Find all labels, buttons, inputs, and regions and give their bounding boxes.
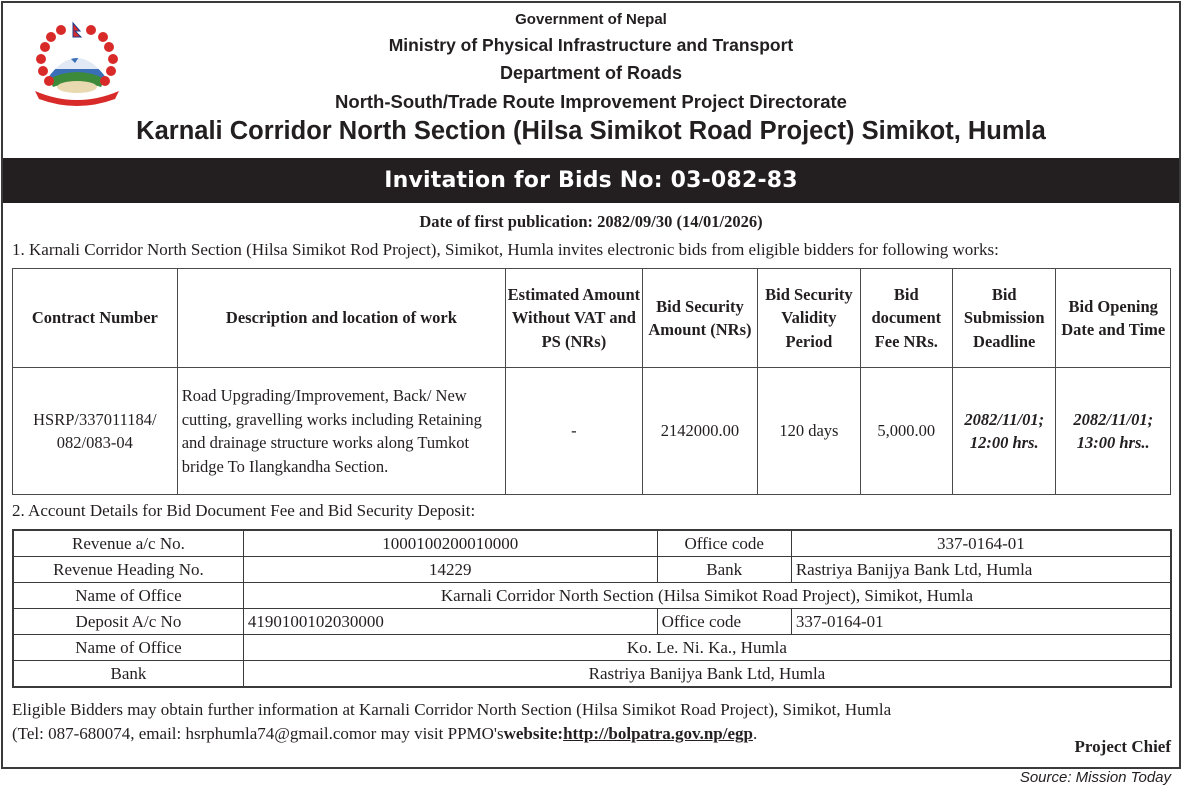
office-name2-label: Name of Office: [13, 635, 243, 661]
account-row: [13, 661, 1171, 688]
contact-suffix: .: [752, 724, 758, 743]
contact-text: (Tel: 087-680074, email: hsrphumla74@gmail.comor may visit PPMO's: [12, 724, 504, 743]
account-details-table: [12, 529, 1172, 688]
header-department: Department of Roads: [499, 63, 683, 83]
website-label: website:: [503, 724, 564, 743]
notice-frame: [1, 1, 1181, 769]
bank2-value: Rastriya Banijya Bank Ltd, Humla: [243, 661, 1171, 688]
publication-date: Date of first publication: 2082/09/30 (14/01/2026): [419, 212, 763, 231]
header-government: Government of Nepal: [515, 11, 667, 28]
ifb-title-banner: Invitation for Bids No: 03-082-83: [3, 158, 1179, 203]
bid-security-validity: 120 days: [758, 368, 860, 495]
col-description: Description and location of work: [177, 269, 505, 368]
col-bid-document-fee: Bid document Fee NRs.: [860, 269, 952, 368]
submission-deadline: 2082/11/01; 12:00 hrs.: [953, 368, 1056, 495]
account-row: [13, 583, 1171, 609]
deposit-ac-value: 4190100102030000: [243, 609, 657, 635]
section2-intro: 2. Account Details for Bid Document Fee and Bid Security Deposit:: [12, 501, 476, 520]
account-row: [13, 557, 1171, 583]
col-submission-deadline: Bid Submission Deadline: [953, 269, 1056, 368]
deposit-ac-label: Deposit A/c No: [13, 609, 243, 635]
table-row: [13, 368, 1171, 495]
bank-value: Rastriya Banijya Bank Ltd, Humla: [791, 557, 1171, 583]
bank2-label: Bank: [13, 661, 243, 688]
opening-date-time: 2082/11/01; 13:00 hrs..: [1056, 368, 1171, 495]
col-contract-number: Contract Number: [13, 269, 178, 368]
revenue-ac-label: Revenue a/c No.: [13, 530, 243, 557]
bank-label: Bank: [657, 557, 791, 583]
bid-works-table: [12, 268, 1171, 495]
contract-number: HSRP/337011184/ 082/083-04: [13, 368, 178, 495]
bid-security-amount: 2142000.00: [642, 368, 757, 495]
ppmo-website-link[interactable]: http://bolpatra.gov.np/egp: [563, 724, 753, 743]
header-ministry: Ministry of Physical Infrastructure and Transport: [388, 35, 794, 55]
source-credit: Source: Mission Today: [1019, 769, 1171, 786]
estimated-amount: -: [506, 368, 643, 495]
office-name-value: Karnali Corridor North Section (Hilsa Simikot Road Project), Simikot, Humla: [243, 583, 1171, 609]
further-info-text: Eligible Bidders may obtain further information at Karnali Corridor North Section (Hilsa Simikot Road Project), Simikot, Humla: [12, 700, 892, 719]
header-project-office: Karnali Corridor North Section (Hilsa Simikot Road Project) Simikot, Humla: [136, 117, 1046, 145]
col-bid-security-validity: Bid Security Validity Period: [758, 269, 860, 368]
account-row: [13, 635, 1171, 661]
office-code2-label: Office code: [657, 609, 791, 635]
revenue-heading-label: Revenue Heading No.: [13, 557, 243, 583]
office-code2-value: 337-0164-01: [791, 609, 1171, 635]
signatory: Project Chief: [1074, 737, 1171, 756]
section1-intro: 1. Karnali Corridor North Section (Hilsa Simikot Rod Project), Simikot, Humla invites electronic bids from eligible bidders for following works:: [12, 240, 999, 259]
office-code-value: 337-0164-01: [791, 530, 1171, 557]
revenue-heading-value: 14229: [243, 557, 657, 583]
col-bid-security-amount: Bid Security Amount (NRs): [642, 269, 757, 368]
bid-document-fee: 5,000.00: [860, 368, 952, 495]
header-directorate: North-South/Trade Route Improvement Project Directorate: [335, 91, 847, 112]
office-name2-value: Ko. Le. Ni. Ka., Humla: [243, 635, 1171, 661]
account-row: [13, 609, 1171, 635]
col-estimated-amount: Estimated Amount Without VAT and PS (NRs): [506, 269, 643, 368]
col-opening-date: Bid Opening Date and Time: [1056, 269, 1171, 368]
work-description: Road Upgrading/Improvement, Back/ New cutting, gravelling works including Retaining and drainage structure works along Tumkot bridge To Ilangkandha Section.: [177, 368, 505, 495]
table-header-row: [13, 269, 1171, 368]
contact-line: [12, 724, 757, 744]
office-code-label: Office code: [657, 530, 791, 557]
office-name-label: Name of Office: [13, 583, 243, 609]
revenue-ac-value: 1000100200010000: [243, 530, 657, 557]
account-row: [13, 530, 1171, 557]
